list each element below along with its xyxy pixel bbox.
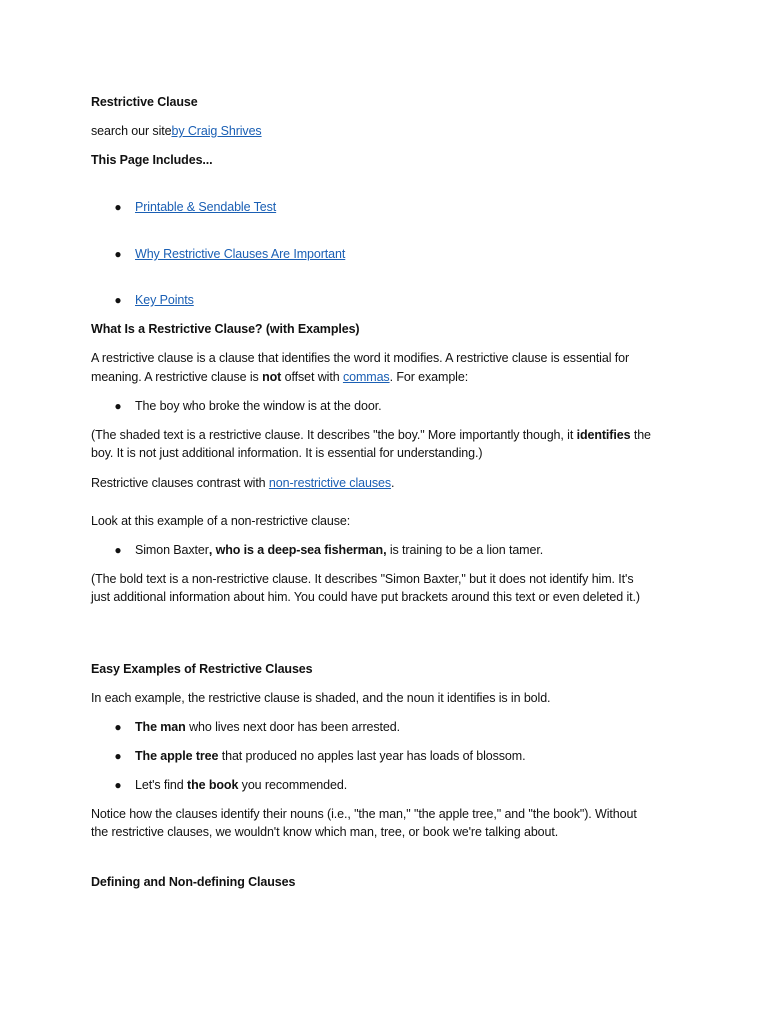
text-run: that produced no apples last year has loads of blossom. — [218, 749, 526, 763]
text-run: offset with — [281, 370, 343, 384]
commas-link[interactable]: commas — [342, 370, 390, 384]
bullet-icon: ● — [114, 720, 122, 734]
author-link[interactable]: by Craig Shrives — [171, 124, 262, 138]
toc-link-printable-test[interactable]: Printable & Sendable Test — [135, 200, 277, 214]
section-heading-easy-examples: Easy Examples of Restrictive Clauses — [91, 662, 313, 676]
text-run: the — [630, 428, 651, 442]
bold-text: not — [262, 370, 282, 384]
text-run: (The shaded text is a restrictive clause. It describes "the boy." More importantly though, it — [91, 428, 577, 442]
includes-heading: This Page Includes... — [91, 153, 213, 167]
section-heading-defining: Defining and Non-defining Clauses — [91, 875, 296, 889]
paragraph-line: the restrictive clauses, we wouldn't know which man, tree, or book we're talking about. — [91, 825, 559, 839]
toc-link-key-points[interactable]: Key Points — [135, 293, 194, 307]
bold-text: identifies — [576, 428, 631, 442]
paragraph-line: In each example, the restrictive clause is shaded, and the noun it identifies is in bold. — [91, 691, 551, 705]
bullet-icon: ● — [114, 399, 122, 413]
paragraph-line — [91, 474, 691, 492]
text-run: . For example: — [389, 370, 469, 384]
text-run: meaning. A restrictive clause is — [91, 370, 263, 384]
bold-text: The man — [135, 720, 186, 734]
example-text — [135, 747, 525, 765]
text-run: Restrictive clauses contrast with — [91, 476, 269, 490]
non-restrictive-link[interactable]: non-restrictive clauses — [268, 476, 391, 490]
bullet-icon: ● — [114, 749, 122, 763]
paragraph-line: A restrictive clause is a clause that identifies the word it modifies. A restrictive clause is essential for — [91, 351, 630, 365]
page-title: Restrictive Clause — [91, 95, 198, 109]
search-line — [91, 122, 691, 140]
bullet-icon: ● — [114, 778, 122, 792]
paragraph-line: boy. It is not just additional information. It is essential for understanding.) — [91, 446, 483, 460]
paragraph-line: (The bold text is a non-restrictive clause. It describes "Simon Baxter," but it does not identify him. It's — [91, 572, 634, 586]
bullet-icon: ● — [114, 200, 122, 214]
paragraph-line: just additional information about him. You could have put brackets around this text or even deleted it.) — [91, 590, 640, 604]
section-heading-what-is: What Is a Restrictive Clause? (with Examples) — [91, 322, 360, 336]
paragraph-line — [91, 426, 691, 444]
text-run: Let's find — [135, 778, 188, 792]
bullet-icon: ● — [114, 293, 122, 307]
text-run: who lives next door has been arrested. — [185, 720, 400, 734]
paragraph-line: Notice how the clauses identify their nouns (i.e., "the man," "the apple tree," and "the book"). Without — [91, 807, 637, 821]
bold-text: The apple tree — [135, 749, 219, 763]
bullet-icon: ● — [114, 543, 122, 557]
toc-link-why-important[interactable]: Why Restrictive Clauses Are Important — [135, 247, 346, 261]
paragraph-line — [91, 368, 691, 386]
text-run: . — [390, 476, 395, 490]
example-text — [135, 718, 400, 736]
text-run: Simon Baxter — [135, 543, 209, 557]
text-run: you recommended. — [238, 778, 348, 792]
example-text — [135, 541, 543, 559]
text-run: is training to be a lion tamer. — [386, 543, 544, 557]
bold-text: the book — [187, 778, 239, 792]
paragraph-line: Look at this example of a non-restrictive clause: — [91, 514, 351, 528]
bold-text: , who is a deep-sea fisherman, — [208, 543, 387, 557]
search-text: search our site — [91, 124, 172, 138]
example-text — [135, 776, 347, 794]
example-text: The boy who broke the window is at the door. — [135, 399, 382, 413]
bullet-icon: ● — [114, 247, 122, 261]
